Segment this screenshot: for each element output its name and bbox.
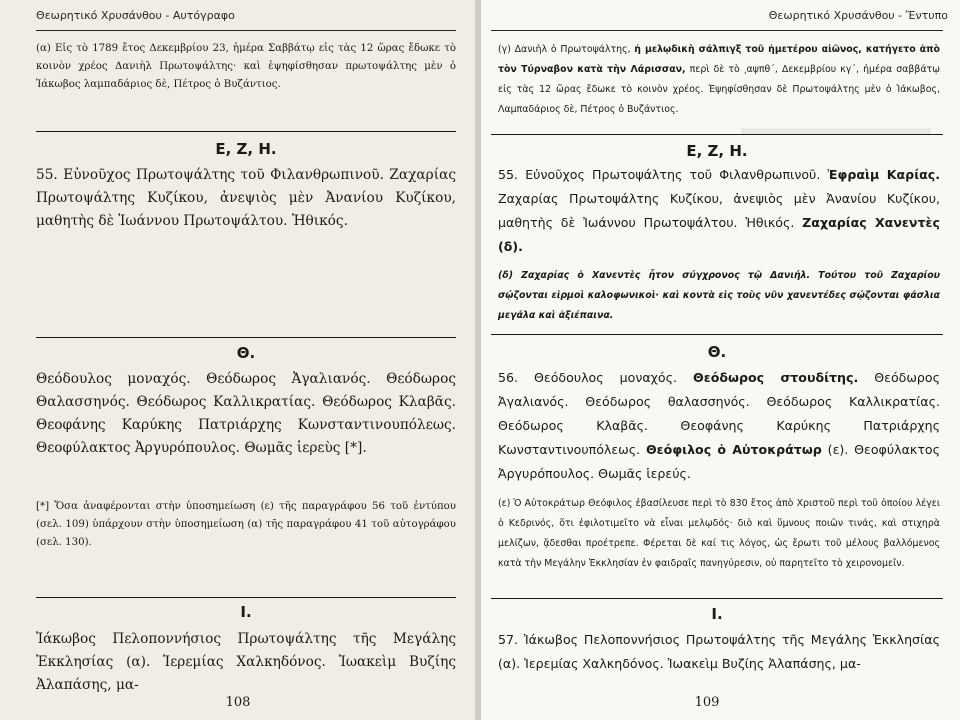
right-paragraph-56 <box>498 366 940 486</box>
left-header-rule <box>36 30 456 31</box>
left-divider-2 <box>36 337 456 338</box>
left-section-heading-i: Ι. <box>240 603 252 621</box>
right-footnote-g <box>498 40 940 120</box>
right-section-heading-th: Θ. <box>707 343 727 361</box>
right-running-head: Θεωρητικό Χρυσάνθου - Ἔντυπο <box>768 9 948 22</box>
right-header-rule <box>491 30 943 31</box>
left-page-autograph <box>0 0 475 720</box>
right-paragraph-55-body: Ζαχαρίας Πρωτοψάλτης Κυζίκου, ἀνεψιὸς μὲν Ἀνανίου Κυζίκου, μαθητὴς δὲ Ἰωάννου Πρωτοψάλτου. Ἠθικός. <box>498 191 940 230</box>
left-running-head: Θεωρητικό Χρυσάνθου - Αυτόγραφο <box>36 9 235 22</box>
right-footnote-e: (ε) Ὁ Αὐτοκράτωρ Θεόφιλος ἐβασίλευσε περὶ τὸ 830 ἔτος ἀπὸ Χριστοῦ περὶ τοῦ ὁποίου λέγει ὁ Κεδρινός, ὅτι ἐφιλοτιμεῖτο νὰ εἶναι μελῳδός· διὸ καὶ ὕμνους ποιῶν τινάς, καὶ στιχηρὰ μελίζων, ᾄδεσθαι προέτρεπε. Φέρεται δὲ καί τις λόγος, ὡς ἔρωτι τοῦ μέλους βαλλόμενος κατὰ τὴν Μεγάλην Ἐκκλησίαν ἐν φαιδραῖς πανηγύρεσιν, οὐ παρητεῖτο τὸ χειρονομεῖν. <box>498 498 940 569</box>
right-paragraph-55-zacharias: Ζαχαρίας Χανεντὲς (δ). <box>498 215 940 254</box>
right-footnote-g-tail: περὶ δὲ τὸ ͵αψπθ΄, Δεκεμβρίου κγ΄, ἡμέρα σαββάτῳ εἰς τὰς 12 ὥρας ἔδωκε τὸ κοινὸν χρέος. Ἐψηφίσθησαν δὲ Πρωτοψάλτης μὲν ὁ Ἰάκωβος, Λαμπαδάριος δὲ, Πέτρος ὁ Βυζάντιος. <box>498 64 940 115</box>
right-paragraph-55-efraim: Ἐφραὶμ Καρίας. <box>827 167 941 182</box>
left-page-number: 108 <box>225 695 251 710</box>
left-paragraph-55: 55. Εὐνοῦχος Πρωτοψάλτης τοῦ Φιλανθρωπινοῦ. Ζαχαρίας Πρωτοψάλτης Κυζίκου, ἀνεψιὸς μὲν Ἀνανίου Κυζίκου, μαθητὴς δὲ Ἰωάννου Πρωτοψάλτου. Ἠθικός. <box>36 167 456 229</box>
right-paragraph-56-theophilos: Θεόφιλος ὁ Αὐτοκράτωρ <box>645 442 822 457</box>
right-paragraph-55 <box>498 163 940 259</box>
right-footnote-g-lead: (γ) Δανιὴλ ὁ Πρωτοψάλτης, <box>498 44 631 55</box>
left-section-heading-ezh: Ε, Ζ, Η. <box>215 140 277 158</box>
right-paragraph-56-studites: Θεόδωρος στουδίτης. <box>693 370 859 385</box>
left-divider-1 <box>36 131 456 132</box>
left-paragraph-th: Θεόδουλος μοναχός. Θεόδωρος Ἀγαλιανός. Θεόδωρος Θαλασσηνός. Θεόδωρος Καλλικρατίας. Θεόδωρος Κλαβᾶς. Θεοφάνης Καρύκης Πατριάρχης Κωνσταντινουπόλεως. Θεοφύλακτος Ἀργυρόπουλος. Θωμᾶς ἱερεὺς [*]. <box>36 371 456 456</box>
right-section-heading-ezh: Ε, Ζ, Η. <box>686 142 748 160</box>
right-paragraph-57: 57. Ἰάκωβος Πελοποννήσιος Πρωτοψάλτης τῆς Μεγάλης Ἐκκλησίας (α). Ἱερεμίας Χαλκηδόνος. Ἰωακεὶμ Βυζίης Ἀλαπάσης, μα- <box>498 632 940 671</box>
right-footnote-d: (δ) Ζαχαρίας ὁ Χανεντὲς ἦτον σύγχρονος τῷ Δανιήλ. Τούτου τοῦ Ζαχαρίου σῴζονται εἱρμοὶ καλοφωνικοὶ· καὶ κοντὰ εἰς τοὺς νῦν χανεντέδες σῴζονται φάσλια μεγάλα καὶ ἀξιέπαινα. <box>498 270 940 321</box>
left-paragraph-i: Ἰάκωβος Πελοποννήσιος Πρωτοψάλτης τῆς Μεγάλης Ἐκκλησίας (α). Ἱερεμίας Χαλκηδόνος. Ἰωακεὶμ Βυζίης Ἀλαπάσης, μα- <box>36 631 456 693</box>
right-page-printed <box>481 0 960 720</box>
left-footnote-a: (α) Εἰς τὸ 1789 ἔτος Δεκεμβρίου 23, ἡμέρα Σαββάτῳ εἰς τὰς 12 ὥρας ἔδωκε τὸ κοινὸν χρέος Δανιὴλ Πρωτοψάλτης· καὶ ἐψηφίσθησαν πρωτοψάλτης μὲν ὁ Ἰάκωβος λαμπαδάριος δὲ, Πέτρος ὁ Βυζάντιος. <box>36 43 456 90</box>
right-paragraph-56-body: Θεόδωρος Ἀγαλιανός. Θεόδωρος θαλασσηνός. Θεόδωρος Καλλικρατίας. Θεόδωρος Κλαβᾶς. Θεοφάνης Καρύκης Πατριάρχης Κωνσταντινουπόλεως. <box>498 370 941 457</box>
right-footnote-g-bold: ἡ μελῳδικὴ σάλπιγξ τοῦ ἡμετέρου αἰῶνος, κατήγετο ἀπὸ τὸν Τύρναβον κατὰ τὴν Λάρισσαν, <box>498 44 940 75</box>
left-footnote-star: [*] Ὅσα ἀναφέρονται στὴν ὑποσημείωση (ε) τῆς παραγράφου 56 τοῦ ἐντύπου (σελ. 109) ὑπάρχουν στὴν ὑποσημείωση (α) τῆς παραγράφου 41 τοῦ αὐτογράφου (σελ. 130). <box>36 501 456 548</box>
right-section-heading-i: Ι. <box>711 605 723 623</box>
right-paragraph-56-lead: 56. Θεόδουλος μοναχός. <box>498 370 678 385</box>
right-paragraph-55-lead: 55. Εὐνοῦχος Πρωτοψάλτης τοῦ Φιλανθρωπινοῦ. <box>498 167 821 182</box>
right-divider-1 <box>491 134 943 135</box>
left-section-heading-th: Θ. <box>236 344 256 362</box>
right-page-number: 109 <box>694 695 720 710</box>
left-divider-3 <box>36 597 456 598</box>
right-divider-2 <box>491 334 943 335</box>
right-paragraph-56-tail: (ε). Θεοφύλακτος Ἀργυρόπουλος. Θωμᾶς ἱερεύς. <box>498 442 941 481</box>
right-divider-3 <box>491 598 943 599</box>
